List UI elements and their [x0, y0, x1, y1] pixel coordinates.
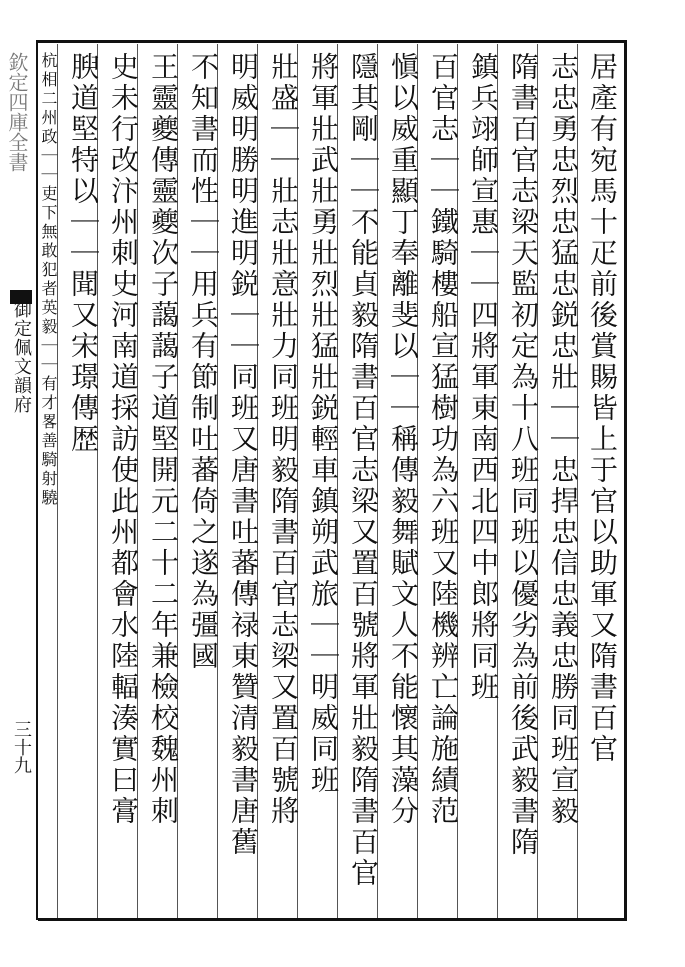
text-column-9: 壯盛｜｜壯志壯意壯力同班明毅隋書百官志梁又置百號將 — [267, 52, 300, 827]
text-column-15: 杭相二州政｜｜吏下無敢犯者英毅｜｜有才畧善騎射驍 — [39, 52, 58, 508]
text-column-1: 居產有宛馬十疋前後賞賜皆上于官以助軍又隋書百官 — [586, 52, 619, 765]
book-title-label: 御定佩文韻府 — [11, 300, 32, 414]
text-column-6: 愼以威重顯丁奉離斐以｜｜稱傳毅舞賦文人不能懷其藻分 — [387, 52, 420, 827]
text-column-13: 史未行改汴州刺史河南道採訪使此州都會水陸輻湊實曰膏 — [107, 52, 140, 827]
text-column-14: 腴道堅特以｜｜聞又宋璟傳歴 — [67, 52, 100, 455]
text-column-12: 王靈夔傳靈夔次子藹藹子道堅開元二十二年兼檢校魏州刺 — [147, 52, 180, 827]
faded-margin-text: 欽定四庫全書 — [5, 52, 29, 172]
text-column-5: 百官志｜｜鐵騎樓船宣猛樹功為六班又陸機辨亡論施績范 — [427, 52, 460, 827]
frame-top-border — [38, 40, 626, 43]
folio-number: 三十九 — [11, 720, 32, 774]
text-column-11: 不知書而性｜｜用兵有節制吐蕃倚之遂為彊國 — [187, 52, 220, 672]
text-column-3: 隋書百官志梁天監初定為十八班同班以優劣為前後武毅書隋 — [507, 52, 540, 858]
text-column-7: 隱其剛｜｜不能貞毅隋書百官志梁又置百號將軍壯毅隋書百官 — [347, 52, 380, 889]
text-column-8: 將軍壯武壯勇壯烈壯猛壯鋭輕車鎮朔武旅｜｜明威同班 — [307, 52, 340, 796]
frame-bottom-border — [38, 918, 627, 921]
frame-right-border — [624, 40, 627, 920]
text-column-4: 鎮兵翊師宣惠｜｜四將軍東南西北四中郎將同班 — [467, 52, 500, 703]
text-column-2: 志忠勇忠烈忠猛忠鋭忠壯｜｜忠捍忠信忠義忠勝同班宣毅 — [547, 52, 580, 827]
text-column-10: 明威明勝明進明鋭｜｜同班又唐書吐蕃傳禄東贊清毅書唐舊 — [227, 52, 260, 858]
